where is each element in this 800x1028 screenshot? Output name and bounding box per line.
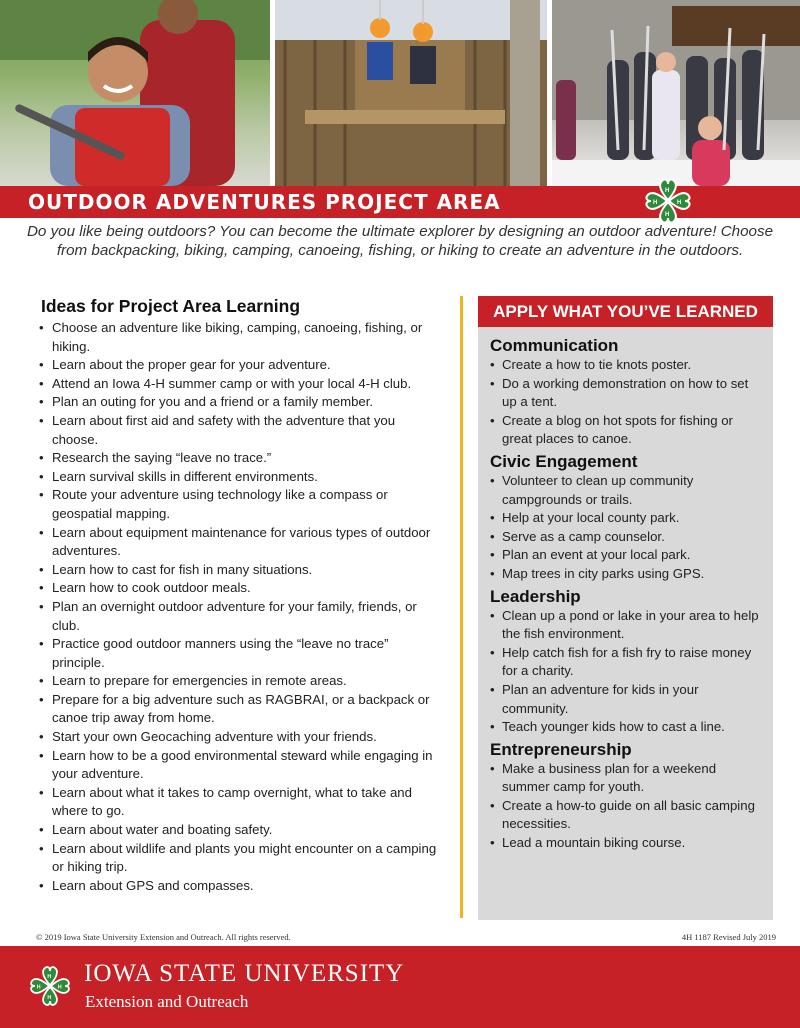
- svg-text:H: H: [665, 188, 670, 194]
- list-item: • Plan an outing for you and a friend or a family member.: [37, 393, 437, 412]
- list-item: • Create a how to tie knots poster.: [490, 356, 761, 375]
- four-h-clover-icon: [28, 964, 72, 1008]
- ideas-list: [37, 319, 437, 895]
- winter-ski-group-photo: [552, 0, 800, 186]
- leadership-list: [490, 607, 761, 737]
- list-item: • Volunteer to clean up community campgrounds or trails.: [490, 472, 761, 509]
- intro-paragraph: Do you like being outdoors? You can become the ultimate explorer by designing an outdoor adventure! Choose from backpacking, biking, camping, canoeing, fishing, or hiking to create an adventure in the outdoors.: [26, 223, 774, 259]
- svg-text:H: H: [665, 212, 670, 218]
- list-item: • Plan an overnight outdoor adventure for your family, friends, or club.: [37, 598, 437, 635]
- list-item: • Plan an event at your local park.: [490, 546, 761, 565]
- extension-name: Extension and Outreach: [85, 992, 249, 1011]
- svg-text:H: H: [47, 974, 52, 981]
- entrepreneurship-list: [490, 760, 761, 853]
- svg-text:H: H: [47, 995, 52, 1002]
- list-item: • Learn how to cook outdoor meals.: [37, 579, 437, 598]
- list-item: • Learn about the proper gear for your adventure.: [37, 356, 437, 375]
- list-item: • Make a business plan for a weekend summer camp for youth.: [490, 760, 761, 797]
- list-item: • Create a how-to guide on all basic camping necessities.: [490, 797, 761, 834]
- list-item: • Choose an adventure like biking, camping, canoeing, fishing, or hiking.: [37, 319, 437, 356]
- leadership-heading: Leadership: [490, 586, 581, 606]
- footer-band: [0, 946, 800, 1028]
- page-title: OUTDOOR ADVENTURES PROJECT AREA: [28, 190, 501, 214]
- svg-text:H: H: [57, 984, 62, 991]
- photo-strip: [0, 0, 800, 186]
- svg-text:H: H: [653, 200, 658, 206]
- list-item: • Teach younger kids how to cast a line.: [490, 718, 761, 737]
- list-item: • Practice good outdoor manners using the “leave no trace” principle.: [37, 635, 437, 672]
- civic-engagement-heading: Civic Engagement: [490, 451, 638, 471]
- ideas-heading: Ideas for Project Area Learning: [41, 296, 301, 316]
- list-item: • Learn about equipment maintenance for various types of outdoor adventures.: [37, 524, 437, 561]
- entrepreneurship-heading: Entrepreneurship: [490, 739, 632, 759]
- list-item: • Create a blog on hot spots for fishing or great places to canoe.: [490, 412, 761, 449]
- apply-box: [478, 327, 773, 920]
- list-item: • Learn about GPS and compasses.: [37, 877, 437, 896]
- list-item: • Do a working demonstration on how to set up a tent.: [490, 375, 761, 412]
- apply-header: APPLY WHAT YOU’VE LEARNED: [478, 296, 773, 327]
- list-item: • Serve as a camp counselor.: [490, 528, 761, 547]
- list-item: • Plan an adventure for kids in your community.: [490, 681, 761, 718]
- communication-heading: Communication: [490, 336, 619, 355]
- list-item: • Research the saying “leave no trace.”: [37, 449, 437, 468]
- list-item: • Help catch fish for a fish fry to raise money for a charity.: [490, 644, 761, 681]
- list-item: • Learn to prepare for emergencies in remote areas.: [37, 672, 437, 691]
- ideas-section: [37, 296, 437, 895]
- four-h-clover-icon: [643, 176, 693, 226]
- list-item: • Learn about water and boating safety.: [37, 821, 437, 840]
- list-item: • Learn about wildlife and plants you might encounter on a camping or hiking trip.: [37, 840, 437, 877]
- list-item: • Route your adventure using technology like a compass or geospatial mapping.: [37, 486, 437, 523]
- list-item: • Learn about first aid and safety with the adventure that you choose.: [37, 412, 437, 449]
- list-item: • Lead a mountain biking course.: [490, 834, 761, 853]
- list-item: • Help at your local county park.: [490, 509, 761, 528]
- list-item: • Attend an Iowa 4-H summer camp or with your local 4-H club.: [37, 375, 437, 394]
- list-item: • Clean up a pond or lake in your area to help the fish environment.: [490, 607, 761, 644]
- publication-code: 4H 1187 Revised July 2019: [681, 932, 776, 942]
- copyright-notice: © 2019 Iowa State University Extension and Outreach. All rights reserved.: [36, 932, 291, 942]
- teens-with-life-vests-photo: [0, 0, 270, 186]
- list-item: • Learn survival skills in different environments.: [37, 468, 437, 487]
- civic-engagement-list: [490, 472, 761, 584]
- university-name: IOWA STATE UNIVERSITY: [84, 960, 405, 987]
- column-divider: [460, 296, 463, 918]
- list-item: • Learn how to cast for fish in many situations.: [37, 561, 437, 580]
- svg-text:H: H: [36, 984, 41, 991]
- list-item: • Learn how to be a good environmental steward while engaging in your adventure.: [37, 747, 437, 784]
- svg-text:H: H: [677, 200, 682, 206]
- list-item: • Prepare for a big adventure such as RAGBRAI, or a backpack or canoe trip away from home.: [37, 691, 437, 728]
- list-item: • Start your own Geocaching adventure with your friends.: [37, 728, 437, 747]
- communication-list: [490, 356, 761, 449]
- list-item: • Learn about what it takes to camp overnight, what to take and where to go.: [37, 784, 437, 821]
- ropes-course-platform-photo: [275, 0, 547, 186]
- list-item: • Map trees in city parks using GPS.: [490, 565, 761, 584]
